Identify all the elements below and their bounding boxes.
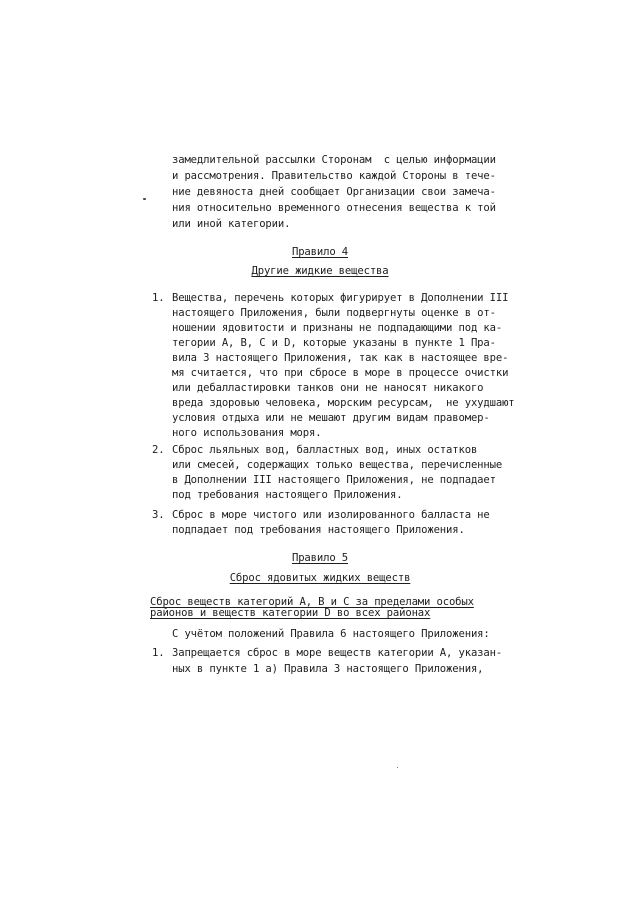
scan-speck <box>397 767 398 768</box>
rule5-intro: С учётом положений Правила 6 настоящего Приложения: <box>172 628 490 640</box>
rule4-item-line: тегории А, В, С и D, которые указаны в пункте 1 Пра- <box>172 337 496 349</box>
rule4-item-line: условия отдыха или не мешают другим видам правомер- <box>172 412 490 424</box>
rule4-item-line: Сброс льяльных вод, балластных вод, иных остатков <box>172 444 478 456</box>
rule5-heading: Правило 5 <box>291 552 349 564</box>
rule5-item-line: ных в пункте 1 а) Правила 3 настоящего Приложения, <box>172 663 484 675</box>
rule4-item-line: подпадает под требования настоящего Приложения. <box>172 524 465 536</box>
rule4-item-line: мя считается, что при сбросе в море в процессе очистки <box>172 367 509 379</box>
rule4-item-line: или смесей, содержащих только вещества, перечисленные <box>172 459 503 471</box>
scan-speck <box>143 198 146 200</box>
rule4-item-line: ного использования моря. <box>172 427 322 439</box>
rule4-item-number: 3. <box>152 509 165 521</box>
rule5-section-title: районов и веществ категории D во всех районах <box>150 607 431 619</box>
rule4-item-line: Вещества, перечень которых фигурирует в Дополнении III <box>172 292 509 304</box>
continuation-line: ние девяноста дней сообщает Организации свои замеча- <box>172 186 496 198</box>
rule5-item-line: Запрещается сброс в море веществ категории А, указан- <box>172 647 503 659</box>
rule5-subheading: Сброс ядовитых жидких веществ <box>229 572 411 584</box>
rule4-subheading: Другие жидкие вещества <box>251 265 389 277</box>
rule4-item-line: под требования настоящего Приложения. <box>172 489 403 501</box>
rule4-item-line: ношении ядовитости и признаны не подпадающими под ка- <box>172 322 503 334</box>
continuation-line: ния относительно временного отнесения вещества к той <box>172 202 496 214</box>
continuation-line: и рассмотрения. Правительство каждой Стороны в тече- <box>172 170 496 182</box>
rule4-item-number: 1. <box>152 292 165 304</box>
rule4-item-line: вреда здоровью человека, морским ресурсам, не ухудшают <box>172 397 515 409</box>
rule4-item-line: в Дополнении III настоящего Приложения, не подпадает <box>172 474 496 486</box>
rule4-item-line: Сброс в море чистого или изолированного балласта не <box>172 509 490 521</box>
rule4-heading: Правило 4 <box>291 246 349 258</box>
rule4-item-line: или дебалластировки танков они не наносят никакого <box>172 382 484 394</box>
rule4-item-line: настоящего Приложения, были подвергнуты оценке в от- <box>172 307 496 319</box>
rule5-item-number: 1. <box>152 647 165 659</box>
rule4-item-line: вила 3 настоящего Приложения, так как в настоящее вре- <box>172 352 509 364</box>
rule5-section-title: Сброс веществ категорий А, В и С за пределами особых <box>150 596 474 608</box>
rule4-item-number: 2. <box>152 444 165 456</box>
continuation-line: или иной категории. <box>172 218 291 230</box>
continuation-line: замедлительной рассылки Сторонам с целью информации <box>172 154 496 166</box>
